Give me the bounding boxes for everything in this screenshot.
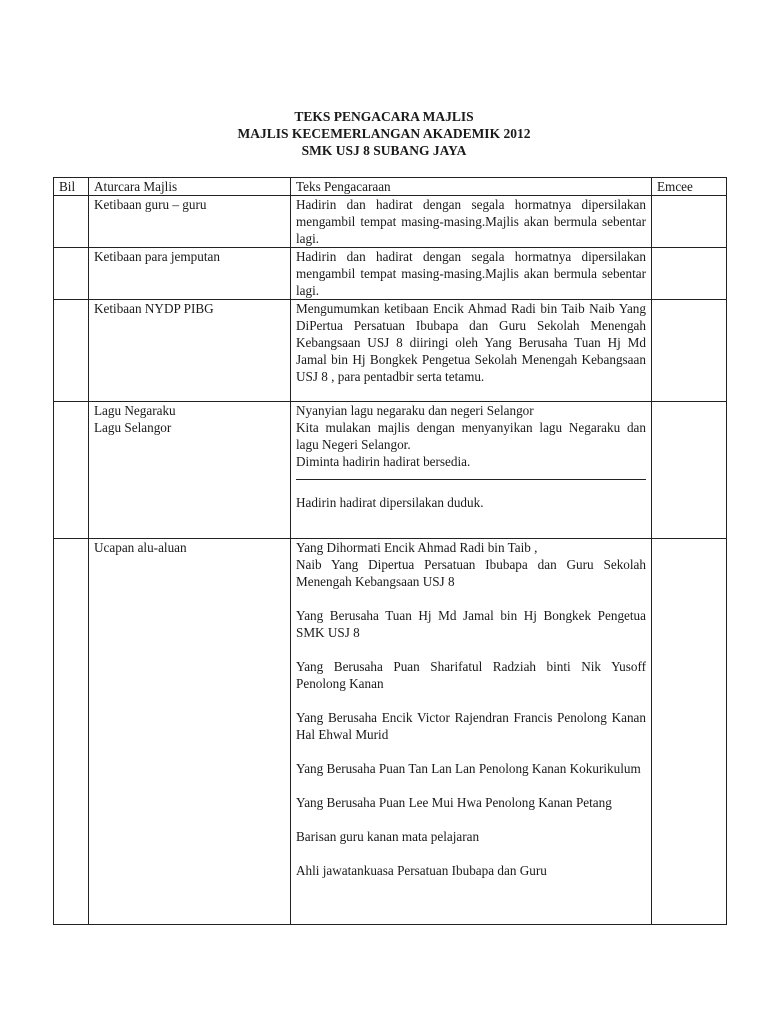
teks-cell [291, 300, 652, 402]
paragraph-gap [296, 811, 646, 828]
table-row [54, 300, 727, 402]
paragraph-gap [296, 692, 646, 709]
bil-cell [54, 248, 89, 300]
aturcara-cell: Ketibaan guru – guru [89, 196, 291, 248]
teks-paragraph: Yang Berusaha Puan Tan Lan Lan Penolong Kanan Kokurikulum [296, 761, 641, 776]
title-line-3: SMK USJ 8 SUBANG JAYA [301, 143, 467, 158]
emcee-cell [652, 248, 727, 300]
teks-paragraph: Yang Dihormati Encik Ahmad Radi bin Taib , [296, 540, 538, 555]
bil-cell [54, 539, 89, 925]
teks-paragraph: Hadirin dan hadirat dengan segala hormatnya dipersilakan mengambil tempat masing-masing.Majlis akan bermula sebentar lagi. [296, 197, 646, 246]
teks-paragraph: Barisan guru kanan mata pelajaran [296, 829, 480, 844]
aturcara-cell [89, 402, 291, 539]
bil-cell [54, 402, 89, 539]
teks-cell [291, 539, 652, 925]
title-line-2: MAJLIS KECEMERLANGAN AKADEMIK 2012 [237, 126, 531, 141]
emcee-cell [652, 196, 727, 248]
table-row [54, 248, 727, 300]
paragraph-gap [296, 777, 646, 794]
header-emcee: Emcee [652, 178, 727, 196]
teks-paragraph: Hadirin dan hadirat dengan segala hormatnya dipersilakan mengambil tempat masing-masing.Majlis akan bermula sebentar lagi. [296, 249, 646, 298]
program-table [53, 177, 727, 925]
teks-cell [291, 196, 652, 248]
table-row [54, 402, 727, 539]
aturcara-item: Lagu Selangor [94, 420, 172, 435]
emcee-cell [652, 300, 727, 402]
paragraph-gap [296, 590, 646, 607]
table-row [54, 539, 727, 925]
teks-paragraph: Yang Berusaha Tuan Hj Md Jamal bin Hj Bongkek Pengetua SMK USJ 8 [296, 608, 646, 640]
header-aturcara: Aturcara Majlis [89, 178, 291, 196]
aturcara-cell: Ketibaan NYDP PIBG [89, 300, 291, 402]
teks-paragraph: Naib Yang Dipertua Persatuan Ibubapa dan Guru Sekolah Menengah Kebangsaan USJ 8 [296, 557, 646, 589]
teks-cell [291, 248, 652, 300]
aturcara-cell: Ucapan alu-aluan [89, 539, 291, 925]
divider-line [296, 479, 646, 480]
bil-cell [54, 300, 89, 402]
teks-paragraph: Yang Berusaha Encik Victor Rajendran Francis Penolong Kanan Hal Ehwal Murid [296, 710, 646, 742]
emcee-cell [652, 539, 727, 925]
teks-paragraph: Mengumumkan ketibaan Encik Ahmad Radi bin Taib Naib Yang DiPertua Persatuan Ibubapa dan Guru Sekolah Menengah Kebangsaan USJ 8 diiringi oleh Yang Berusaha Tuan Hj Md Jamal bin Hj Bongkek Pengetua Sekolah Menengah Kebangsaan USJ 8 , para pentadbir serta tetamu. [296, 301, 646, 384]
aturcara-item: Lagu Negaraku [94, 403, 176, 418]
teks-paragraph: Yang Berusaha Puan Lee Mui Hwa Penolong Kanan Petang [296, 795, 612, 810]
paragraph-gap [296, 743, 646, 760]
teks-paragraph: Diminta hadirin hadirat bersedia. [296, 454, 471, 469]
table-row [54, 196, 727, 248]
header-teks: Teks Pengacaraan [291, 178, 652, 196]
table-header-row [54, 178, 727, 196]
document-title [0, 108, 768, 159]
paragraph-gap [296, 845, 646, 862]
paragraph-gap [296, 641, 646, 658]
teks-cell [291, 402, 652, 539]
teks-paragraph: Nyanyian lagu negaraku dan negeri Selangor [296, 403, 534, 418]
title-line-1: TEKS PENGACARA MAJLIS [294, 109, 474, 124]
teks-paragraph: Kita mulakan majlis dengan menyanyikan lagu Negaraku dan lagu Negeri Selangor. [296, 420, 646, 452]
emcee-cell [652, 402, 727, 539]
bil-cell [54, 196, 89, 248]
teks-paragraph: Yang Berusaha Puan Sharifatul Radziah binti Nik Yusoff Penolong Kanan [296, 659, 646, 691]
teks-paragraph: Ahli jawatankuasa Persatuan Ibubapa dan Guru [296, 863, 547, 878]
aturcara-cell: Ketibaan para jemputan [89, 248, 291, 300]
header-bil: Bil [54, 178, 89, 196]
teks-paragraph: Hadirin hadirat dipersilakan duduk. [296, 495, 484, 510]
